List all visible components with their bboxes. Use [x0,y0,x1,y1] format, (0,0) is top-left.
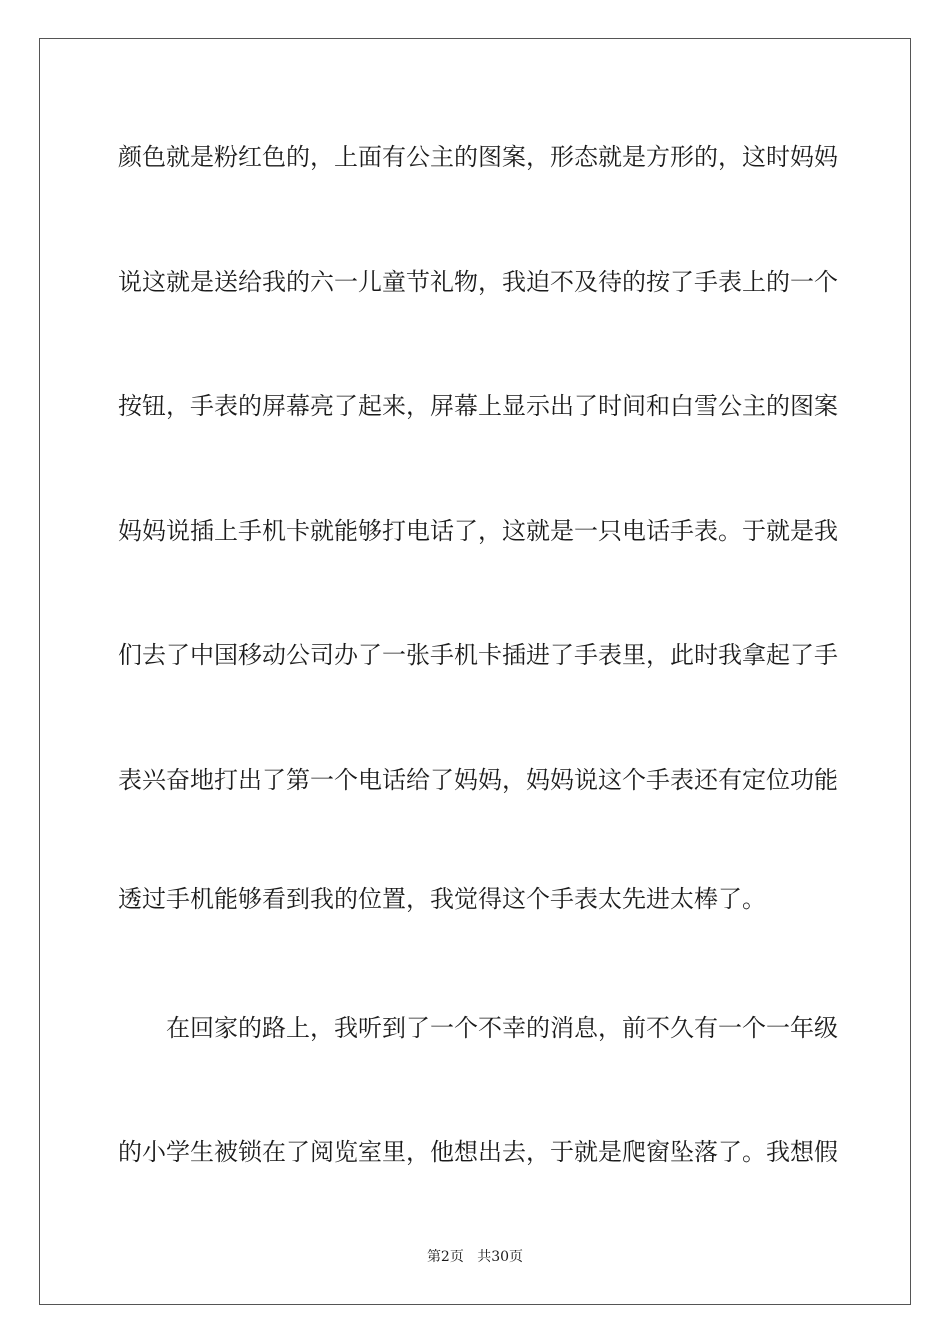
paragraph-start-line: 在回家的路上，我听到了一个不幸的消息，前不久有一个一年级 [166,1014,838,1042]
page-footer [0,1248,950,1266]
text-line-3: 按钮，手表的屏幕亮了起来，屏幕上显示出了时间和白雪公主的图案 [118,392,838,420]
total-pages: 共30页 [477,1249,524,1265]
text-line-9: 的小学生被锁在了阅览室里，他想出去，于就是爬窗坠落了。我想假 [118,1138,838,1166]
text-line-4: 妈妈说插上手机卡就能够打电话了，这就是一只电话手表。于就是我 [118,517,838,545]
text-line-5: 们去了中国移动公司办了一张手机卡插进了手表里，此时我拿起了手 [118,641,838,669]
page-border [39,38,911,1305]
page-number: 第2页 [426,1249,464,1265]
text-line-6: 表兴奋地打出了第一个电话给了妈妈，妈妈说这个手表还有定位功能 [118,766,838,794]
text-line-2: 说这就是送给我的六一儿童节礼物，我迫不及待的按了手表上的一个 [118,268,838,296]
text-line-7: 透过手机能够看到我的位置，我觉得这个手表太先进太棒了。 [118,885,766,913]
text-line-1: 颜色就是粉红色的，上面有公主的图案，形态就是方形的，这时妈妈 [118,143,838,171]
